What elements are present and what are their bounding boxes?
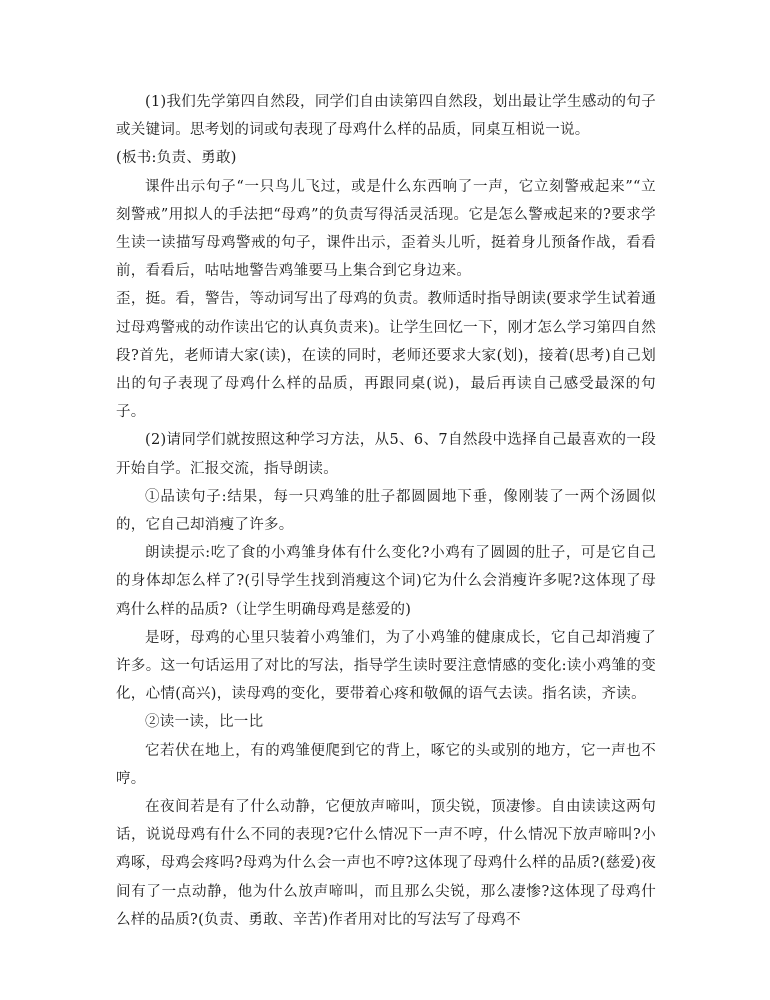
paragraph-3: 课件出示句子“一只鸟儿飞过，或是什么东西响了一声，它立刻警戒起来”“立刻警戒”用拟人的手法把“母鸡”的负责写得活灵活现。它是怎么警戒起来的?要求学生读一读描写母鸡警戒的句子，课件出示，歪着头儿听，挺着身儿预备作战，看看前，看看后，咕咕地警告鸡雏要马上集合到它身边来。 (116, 178, 656, 280)
paragraph-board-note: (板书:负责、勇敢) (116, 150, 237, 167)
paragraph-8: 是呀，母鸡的心里只装着小鸡雏们，为了小鸡雏的健康成长，它自己却消瘦了许多。这一句话运用了对比的写法，指导学生读时要注意情感的变化:读小鸡雏的变化，心情(高兴)，读母鸡的变化，要带着心疼和敬佩的语气去读。指名读，齐读。 (116, 629, 656, 703)
paragraph-4: 歪，挺。看，警告，等动词写出了母鸡的负责。教师适时指导朗读(要求学生试着通过母鸡警戒的动作读出它的认真负责来)。让学生回忆一下，刚才怎么学习第四自然段?首先，老师请大家(读)，在读的同时，老师还要求大家(划)，接着(思考)自己划出的句子表现了母鸡什么样的品质，再跟同桌(说)，最后再读自己感受最深的句子。 (116, 291, 656, 421)
paragraph-1: (1)我们先学第四自然段，同学们自由读第四自然段，划出最让学生感动的句子或关键词。思考划的词或句表现了母鸡什么样的品质，同桌互相说一说。 (116, 94, 656, 139)
paragraph-9: ②读一读，比一比 (145, 714, 264, 731)
paragraph-11: 在夜间若是有了什么动静，它便放声啼叫，顶尖锐，顶凄惨。自由读读这两句话，说说母鸡有什么不同的表现?它什么情况下一声不哼，什么情况下放声啼叫?小鸡啄，母鸡会疼吗?母鸡为什么会一声也不哼?这体现了母鸡什么样的品质?(慈爱)夜间有了一点动静，他为什么放声啼叫，而且那么尖锐，那么凄惨?这体现了母鸡什么样的品质?(负责、勇敢、辛苦)作者用对比的写法写了母鸡不 (116, 799, 656, 928)
paragraph-5: (2)请同学们就按照这种学习方法，从5、6、7自然段中选择自己最喜欢的一段开始自学。汇报交流，指导朗读。 (116, 432, 656, 477)
document-body (116, 88, 656, 934)
paragraph-7: 朗读提示:吃了食的小鸡雏身体有什么变化?小鸡有了圆圆的肚子，可是它自己的身体却怎么样了?(引导学生找到消瘦这个词)它为什么会消瘦许多呢?这体现了母鸡什么样的品质?（让学生明确母鸡是慈爱的) (116, 545, 656, 618)
paragraph-6: ①品读句子:结果，每一只鸡雏的肚子都圆圆地下垂，像刚装了一两个汤圆似的，它自己却消瘦了许多。 (116, 488, 656, 534)
paragraph-10: 它若伏在地上，有的鸡雏便爬到它的背上，啄它的头或别的地方，它一声也不哼。 (116, 742, 656, 787)
